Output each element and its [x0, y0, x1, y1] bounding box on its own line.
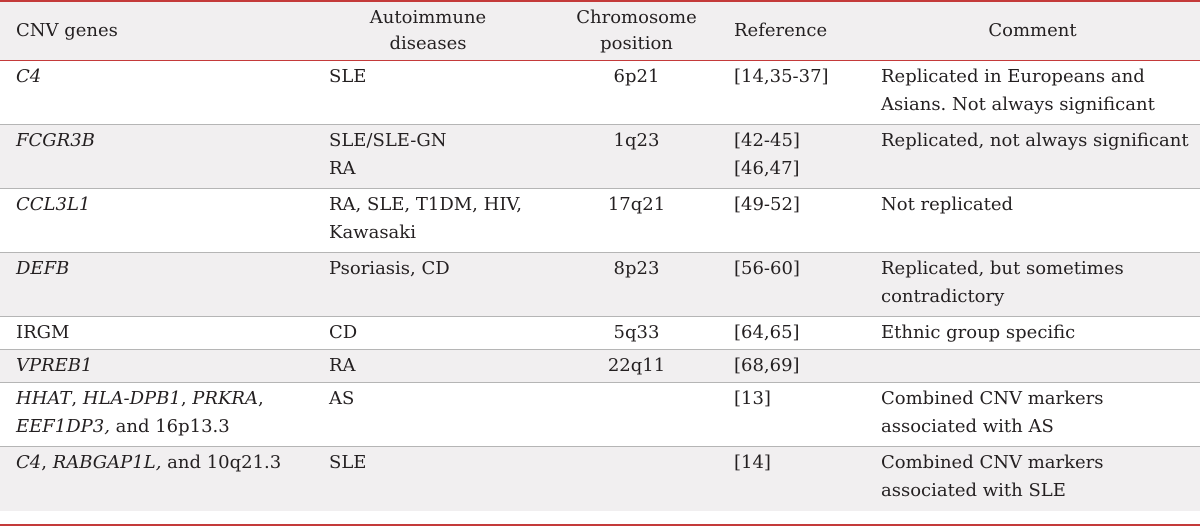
reference-line: [14,35-37]: [734, 66, 829, 87]
header-cnv-genes: CNV genes: [16, 20, 118, 41]
comment-line: Combined CNV markers: [881, 452, 1104, 473]
cell-chromosome-position: 1q23: [543, 125, 730, 189]
header-row: [0, 1, 1200, 61]
cell-chromosome-position: [543, 383, 730, 447]
cell-comment: [865, 447, 1200, 511]
comment-line: Combined CNV markers: [881, 388, 1104, 409]
cell-reference: [730, 61, 865, 125]
cell-chromosome-position: 6p21: [543, 61, 730, 125]
cell-chromosome-position: 22q11: [543, 350, 730, 383]
cell-cnv-genes: [0, 253, 313, 317]
cell-reference: [730, 125, 865, 189]
gene-text: ,: [180, 388, 193, 409]
table-body: [0, 61, 1200, 511]
gene-text: IRGM: [16, 322, 70, 343]
table-header: [0, 1, 1200, 61]
cell-comment: [865, 253, 1200, 317]
cell-reference: [730, 383, 865, 447]
gene-text: FCGR3B: [16, 130, 95, 151]
table-row: [0, 189, 1200, 253]
cell-autoimmune-diseases: [313, 317, 543, 350]
comment-line: contradictory: [881, 286, 1005, 307]
gene-text: HLA-DPB1: [82, 388, 181, 409]
cell-autoimmune-diseases: [313, 447, 543, 511]
cell-autoimmune-diseases: [313, 125, 543, 189]
comment-line: associated with SLE: [881, 480, 1066, 501]
cell-reference: [730, 447, 865, 511]
cell-chromosome-position: [543, 447, 730, 511]
cell-autoimmune-diseases: [313, 253, 543, 317]
reference-line: [49-52]: [734, 194, 800, 215]
cell-chromosome-position: 8p23: [543, 253, 730, 317]
disease-line: AS: [329, 388, 355, 409]
cell-comment: [865, 350, 1200, 383]
table-row: [0, 317, 1200, 350]
disease-line: RA: [329, 158, 356, 179]
header-chromosome-position: [543, 1, 730, 61]
table-row: [0, 447, 1200, 511]
disease-line: SLE: [329, 66, 367, 87]
cell-autoimmune-diseases: [313, 383, 543, 447]
gene-text: EEF1DP3,: [16, 416, 110, 437]
cell-comment: [865, 317, 1200, 350]
reference-line: [68,69]: [734, 355, 800, 376]
comment-line: Replicated in Europeans and: [881, 66, 1145, 87]
cell-cnv-genes: [0, 350, 313, 383]
header-position-line: Chromosome: [576, 7, 697, 28]
cell-autoimmune-diseases: [313, 350, 543, 383]
comment-line: Not replicated: [881, 194, 1014, 215]
reference-line: [42-45]: [734, 130, 800, 151]
reference-line: [14]: [734, 452, 771, 473]
cell-cnv-genes: [0, 317, 313, 350]
table-bottom-rule: [0, 524, 1200, 526]
gene-text: C4: [16, 452, 42, 473]
cell-reference: [730, 350, 865, 383]
cell-comment: [865, 189, 1200, 253]
table-row: [0, 253, 1200, 317]
comment-line: Asians. Not always significant: [881, 94, 1155, 115]
reference-line: [56-60]: [734, 258, 800, 279]
header-autoimmune-diseases: [313, 1, 543, 61]
disease-line: Psoriasis, CD: [329, 258, 450, 279]
table-row: [0, 125, 1200, 189]
gene-text: PRKRA: [192, 388, 258, 409]
cell-autoimmune-diseases: [313, 189, 543, 253]
gene-text: and 10q21.3: [161, 452, 282, 473]
gene-text: RABGAP1L,: [52, 452, 162, 473]
cell-autoimmune-diseases: [313, 61, 543, 125]
comment-line: Replicated, but sometimes: [881, 258, 1124, 279]
header-comment: Comment: [988, 20, 1077, 41]
disease-line: CD: [329, 322, 358, 343]
gene-text: ,: [41, 452, 53, 473]
gene-text: ,: [257, 388, 264, 409]
disease-line: SLE: [329, 452, 367, 473]
reference-line: [13]: [734, 388, 771, 409]
gene-text: CCL3L1: [16, 194, 91, 215]
gene-text: ,: [71, 388, 83, 409]
reference-line: [46,47]: [734, 158, 800, 179]
disease-line: RA: [329, 355, 356, 376]
cell-reference: [730, 253, 865, 317]
disease-line: SLE/SLE-GN: [329, 130, 447, 151]
cell-reference: [730, 189, 865, 253]
comment-line: Replicated, not always significant: [881, 130, 1189, 151]
gene-text: VPREB1: [16, 355, 93, 376]
cell-comment: [865, 125, 1200, 189]
cell-chromosome-position: 17q21: [543, 189, 730, 253]
table-row: [0, 350, 1200, 383]
cell-cnv-genes: [0, 125, 313, 189]
cell-reference: [730, 317, 865, 350]
header-position-line: position: [600, 33, 673, 54]
disease-line: Kawasaki: [329, 222, 416, 243]
disease-line: RA, SLE, T1DM, HIV,: [329, 194, 523, 215]
comment-line: Ethnic group specific: [881, 322, 1076, 343]
gene-text: C4: [16, 66, 42, 87]
header-diseases-line: diseases: [389, 33, 467, 54]
gene-text: HHAT: [16, 388, 72, 409]
cell-cnv-genes: [0, 61, 313, 125]
cell-cnv-genes: [0, 189, 313, 253]
gene-text: and 16p13.3: [109, 416, 230, 437]
gene-text: DEFB: [16, 258, 70, 279]
reference-line: [64,65]: [734, 322, 800, 343]
table-row: [0, 383, 1200, 447]
cell-comment: [865, 61, 1200, 125]
cell-chromosome-position: 5q33: [543, 317, 730, 350]
header-diseases-line: Autoimmune: [369, 7, 487, 28]
header-reference: Reference: [734, 20, 828, 41]
comment-line: associated with AS: [881, 416, 1054, 437]
cell-cnv-genes: [0, 447, 313, 511]
cell-comment: [865, 383, 1200, 447]
cell-cnv-genes: [0, 383, 313, 447]
table-row: [0, 61, 1200, 125]
